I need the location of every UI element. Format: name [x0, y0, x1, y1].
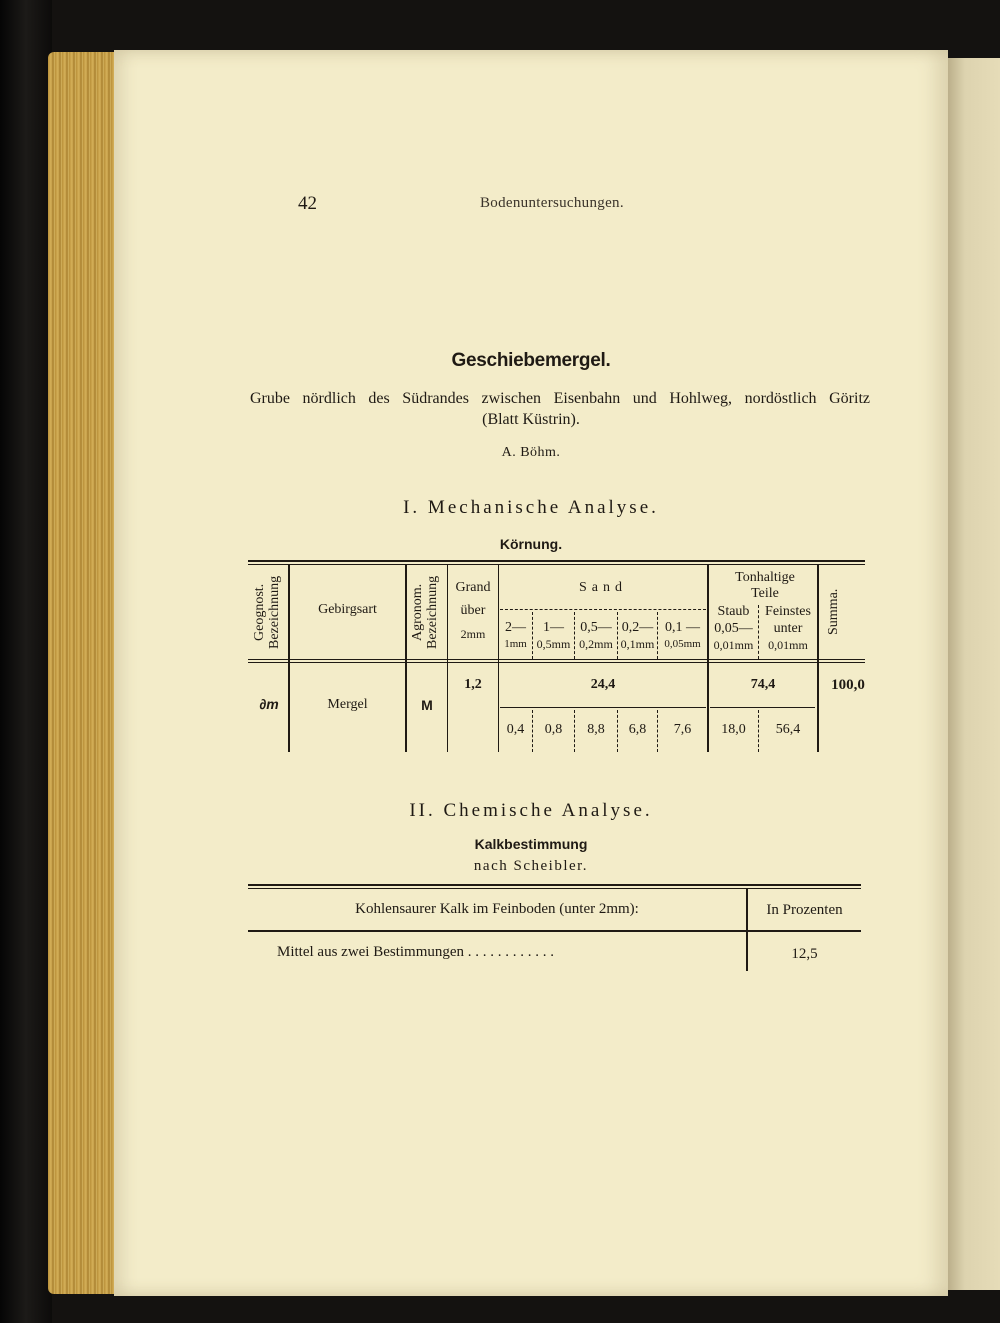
- cell-sand-value: 8,8: [587, 722, 605, 737]
- header-geognost: Geognost. Bezeichnung: [252, 575, 282, 649]
- header-sand-col: 0,1 —: [665, 620, 700, 635]
- header-sand-col-unit: 0,05mm: [664, 638, 701, 650]
- header-sand-col: 0,5—: [580, 620, 612, 635]
- cell-ton-total: 74,4: [750, 677, 776, 692]
- cell-sand-value: 0,8: [544, 722, 563, 737]
- header-sand-col-unit: 0,1mm: [620, 637, 655, 651]
- cell-gebirgsart: Mergel: [327, 697, 368, 712]
- location-description: Grube nördlich des Südrandes zwischen Eisenbahn und Hohlweg, nordöstlich Göritz: [250, 390, 870, 407]
- header-sand-col: 0,2—: [621, 620, 654, 635]
- book-spine: [0, 0, 52, 1323]
- header-ton-col: Staub: [717, 604, 750, 619]
- header-sand-col: 2—: [505, 620, 526, 635]
- page-edges: [48, 52, 116, 1294]
- header-sand-col-unit: 1mm: [504, 638, 527, 650]
- cell-grand: 1,2: [464, 677, 482, 692]
- section-heading-mechanical: I. Mechanische Analyse.: [403, 497, 659, 518]
- location-sheet: (Blatt Küstrin).: [482, 411, 580, 428]
- facing-page-edge: [946, 58, 1000, 1290]
- header-ton-col: Feinstes: [765, 604, 811, 619]
- header-summa: Summa.: [826, 588, 841, 636]
- section-heading-chemical: II. Chemische Analyse.: [409, 800, 653, 821]
- page-title: Geschiebemergel.: [451, 350, 611, 371]
- header-tonhaltige: Tonhaltige Teile: [735, 570, 795, 601]
- header-grand-size: 2mm: [460, 627, 486, 641]
- cell-sand-value: 0,4: [506, 722, 525, 737]
- row-label-mittel: Mittel aus zwei Bestimmungen . . . . . . . . . . . .: [277, 944, 555, 960]
- cell-sand-total: 24,4: [590, 677, 616, 692]
- author: A. Böhm.: [501, 445, 561, 460]
- cell-ton-value: 18,0: [721, 722, 746, 737]
- cell-agronom: M: [421, 697, 433, 713]
- header-in-prozenten: In Prozenten: [766, 902, 843, 918]
- header-sand-col: 1—: [543, 620, 564, 635]
- subheading-kalkbestimmung: Kalkbestimmung: [474, 836, 588, 852]
- cell-sand-value: 7,6: [673, 722, 692, 737]
- page-number: 42: [298, 193, 317, 214]
- cell-kalk-value: 12,5: [791, 946, 818, 962]
- subheading-koernung: Körnung.: [499, 536, 563, 552]
- book-page: [114, 50, 948, 1296]
- header-ton-col-unit: 0,01mm: [768, 638, 808, 652]
- header-grand-ueber: über: [460, 603, 486, 618]
- header-gebirgsart: Gebirgsart: [318, 602, 377, 617]
- subheading-scheibler: nach Scheibler.: [473, 858, 589, 874]
- cell-ton-value: 56,4: [775, 722, 801, 737]
- header-kohlensaurer-kalk: Kohlensaurer Kalk im Feinboden (unter 2mm):: [355, 901, 639, 917]
- header-sand: Sand: [579, 580, 627, 595]
- header-ton-col: unter: [773, 621, 803, 636]
- header-sand-col-unit: 0,2mm: [579, 637, 613, 651]
- cell-sand-value: 6,8: [628, 722, 647, 737]
- header-ton-col: 0,05—: [714, 621, 753, 636]
- running-head: Bodenuntersuchungen.: [480, 195, 624, 211]
- header-sand-col-unit: 0,5mm: [536, 637, 571, 651]
- header-grand: Grand: [455, 580, 491, 595]
- header-agronom: Agronom. Bezeichnung: [410, 575, 440, 649]
- cell-summa: 100,0: [831, 677, 865, 693]
- header-ton-col-unit: 0,01mm: [713, 638, 754, 652]
- cell-geognost: ∂m: [259, 696, 279, 712]
